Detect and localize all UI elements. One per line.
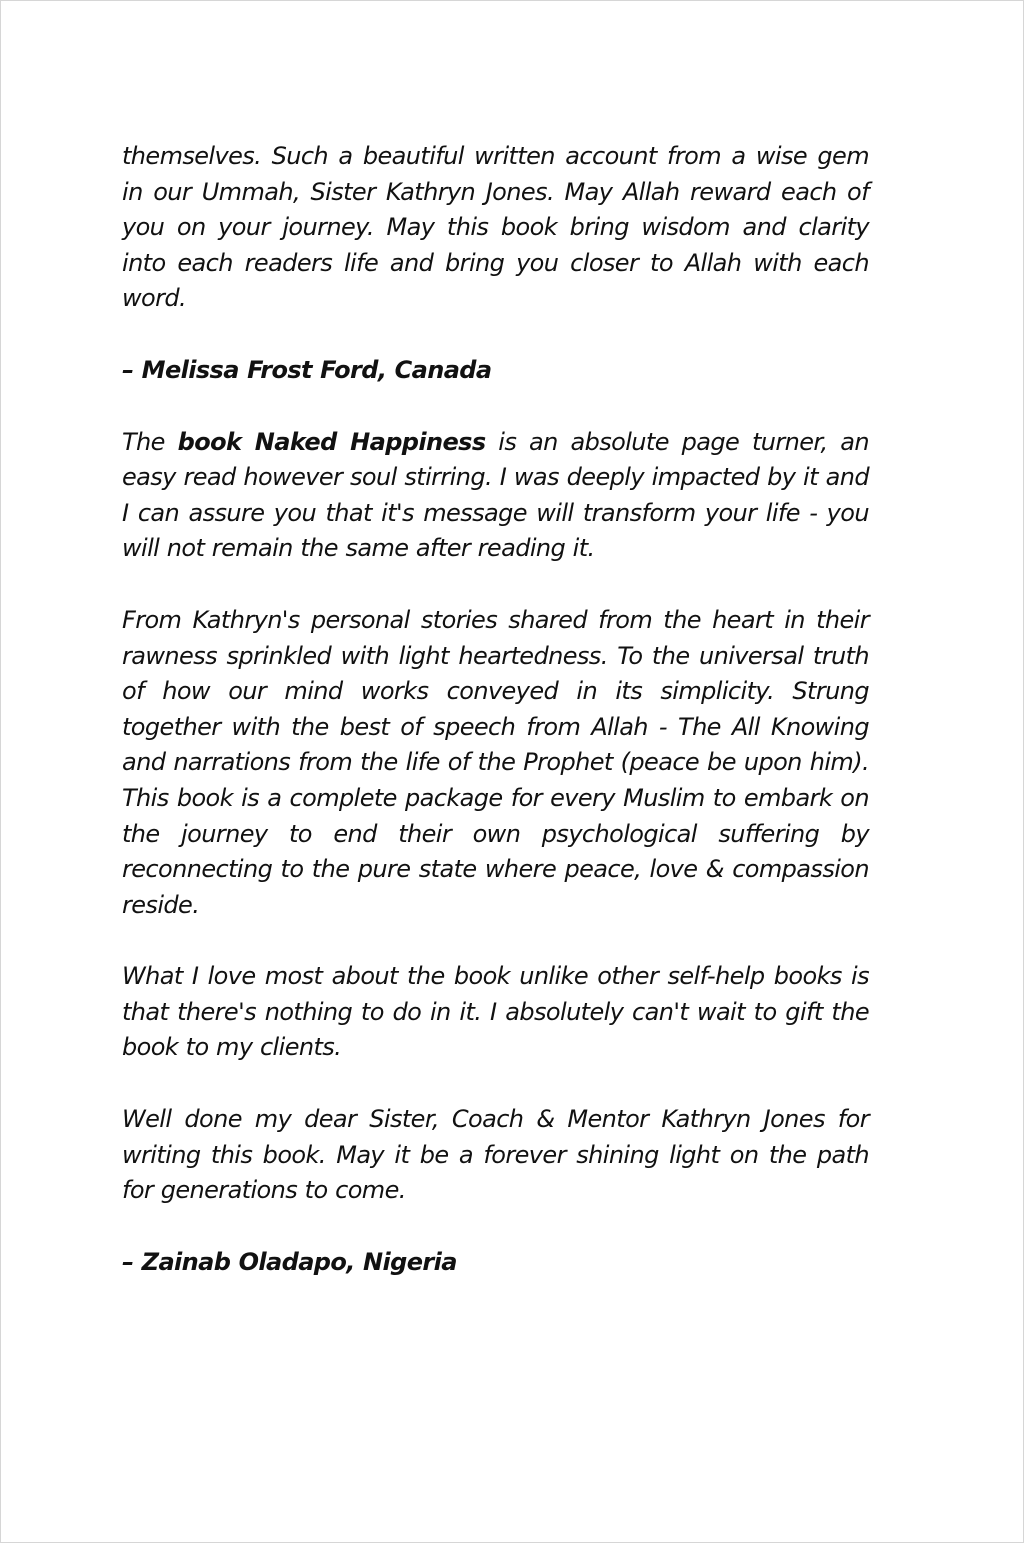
testimonial-paragraph-2: [122, 425, 869, 567]
testimonial-paragraph-4: What I love most about the book unlike other self-help books is that there's nothing to do in it. I absolutely can't wait to gift the book to my clients.: [122, 962, 869, 1062]
testimonial-attribution-2: – Zainab Oladapo, Nigeria: [122, 1247, 457, 1276]
paragraph-2-prefix: The: [122, 427, 178, 456]
testimonial-attribution-1: – Melissa Frost Ford, Canada: [122, 355, 492, 384]
testimonial-paragraph-3: From Kathryn's personal stories shared from the heart in their rawness sprinkled with light heartedness. To the universal truth of how our mind works conveyed in its simplicity. Strung together with the best of speech from Allah - The All Knowing and narrations from the life of the Prophet (peace be upon him). This book is a complete package for every Muslim to embark on the journey to end their own psychological suffering by reconnecting to the pure state where peace, love & compassion reside.: [122, 605, 869, 919]
paragraph-2-suffix: is an absolute page turner, an easy read however soul stirring. I was deeply impacted by it and I can assure you that it's message will transform your life - you will not remain the same after reading it.: [122, 427, 869, 563]
testimonial-text-block: [122, 139, 869, 1316]
testimonial-paragraph-5: Well done my dear Sister, Coach & Mentor Kathryn Jones for writing this book. May it be a forever shining light on the path for generations to come.: [122, 1105, 869, 1205]
book-title-emphasis: book Naked Happiness: [177, 427, 486, 456]
testimonial-paragraph-1: themselves. Such a beautiful written account from a wise gem in our Ummah, Sister Kathryn Jones. May Allah reward each of you on your journey. May this book bring wisdom and clarity into each readers life and bring you closer to Allah with each word.: [122, 142, 869, 313]
